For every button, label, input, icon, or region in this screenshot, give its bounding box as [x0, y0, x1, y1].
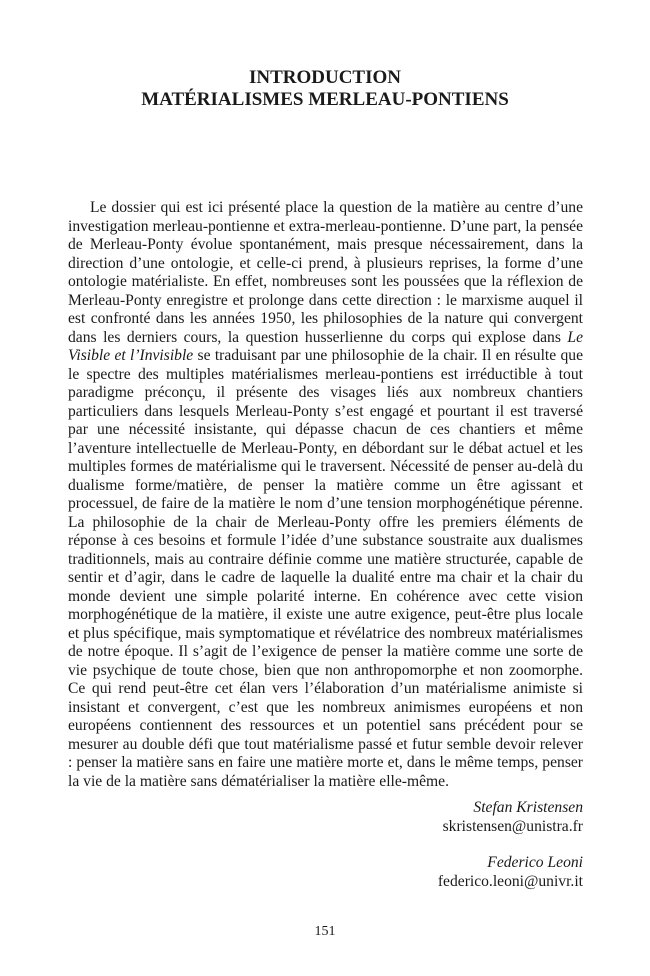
- signature-block-2: [438, 853, 583, 891]
- body-paragraph-block: [68, 199, 583, 791]
- body-paragraph: [68, 199, 583, 791]
- author-email: skristensen@unistra.fr: [442, 818, 583, 835]
- title-line-2: MATÉRIALISMES MERLEAU-PONTIENS: [141, 89, 509, 110]
- author-email: federico.leoni@univr.it: [437, 873, 583, 890]
- paragraph-text-part1: Le dossier qui est ici présenté place la question de la matière au centre d’une investigation merleau-pontienne et extra-merleau-pontienne. D’une part, la pensée de Merleau-Ponty évolue spontanément, mais presque nécessairement, dans la direction d’une ontologie, et celle-ci prend, à plusieurs reprises, la forme d’une ontologie matérialiste. En effet, nombreuses sont les poussées que la réflexion de Merleau-Ponty enregistre et prolonge dans cette direction : le marxisme auquel il est confronté dans les années 1950, les philosophies de la nature qui convergent dans les derniers cours, la question husserlienne du corps qui explose dans: [68, 199, 583, 346]
- book-title-italic: Le Visible et l’Invisible: [68, 328, 583, 364]
- author-name: Federico Leoni: [487, 854, 583, 871]
- paragraph-text-part2: se traduisant par une philosophie de la chair. Il en résulte que le spectre des multiples matérialismes merleau-pontiens est irréductible à tout paradigme préconçu, il présente des visages liés aux nombreux chantiers particuliers dans lesquels Merleau-Ponty s’est engagé et pourtant il est traversé par une nécessité insistante, qui dépasse chacun de ces chantiers et même l’aventure intellectuelle de Merleau-Ponty, en débordant sur le débat actuel et les multiples formes de matérialisme qui le traversent. Nécessité de penser au-delà du dualisme forme/matière, de penser la matière comme un être agissant et processuel, de faire de la matière le nom d’une tension morphogénétique pérenne. La philosophie de la chair de Merleau-Ponty offre les premiers éléments de réponse à ces besoins et formule l’idée d’une substance soustraite aux dualismes traditionnels, mais au contraire définie comme une matière structurée, capable de sentir et d’agir, dans le cadre de laquelle la dualité entre ma chair et la chair du monde devient une simple polarité interne. En cohérence avec cette vision morphogénétique de la matière, il existe une autre exigence, peut-être plus locale et plus spécifique, mais symptomatique et révélatrice des nombreux matérialismes de notre époque. Il s’agit de l’exigence de penser la matière comme une sorte de vie psychique de toute chose, bien que non anthropomorphe et non zoomorphe. Ce qui rend peut-être cet élan vers l’élaboration d’un matérialisme animiste si insistant et convergent, c’est que les nombreux animismes européens et non européens contiennent des ressources et un potentiel sans précédent pour se mesurer au double défi que tout matérialisme passé et futur semble devoir relever : penser la matière sans en faire une matière morte et, dans le même temps, penser la vie de la matière sans dématérialiser la matière elle-même.: [68, 347, 583, 790]
- signature-block-1: [443, 798, 583, 836]
- page-number: 151: [314, 924, 336, 939]
- author-name: Stefan Kristensen: [473, 799, 583, 816]
- title-line-1: INTRODUCTION: [248, 67, 402, 88]
